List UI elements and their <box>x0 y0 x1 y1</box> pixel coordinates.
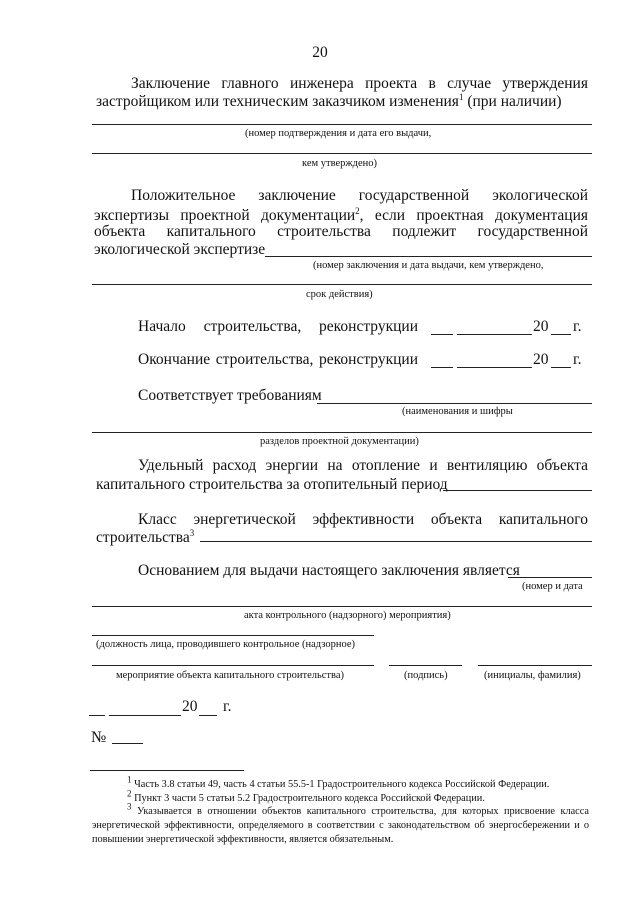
compliance-caption2: разделов проектной документации) <box>260 436 419 447</box>
number-label: № <box>91 729 107 746</box>
page-number: 20 <box>312 44 328 61</box>
section1-caption1: (номер подтверждения и дата его выдачи, <box>245 128 432 139</box>
start-year-suffix: г. <box>573 318 582 335</box>
section1-line2-tail: (при наличии) <box>463 93 562 110</box>
energy-class-value-line <box>200 541 592 542</box>
section2-line2a: экспертизы проектной документации <box>94 207 356 224</box>
end-year-suffix: г. <box>573 351 582 368</box>
section2-blank-line1 <box>265 256 592 257</box>
compliance-blank-line1 <box>317 403 592 404</box>
basis-label: Основанием для выдачи настоящего заключения является <box>138 562 520 579</box>
energy-line2: капитального строительства за отопительный период <box>96 476 448 493</box>
date-month-line <box>109 715 181 716</box>
signature-caption: (подпись) <box>404 670 448 681</box>
end-month-line <box>457 367 532 368</box>
footnote-3-text: Указывается в отношении объектов капитального строительства, для которых присвоение класса энергетической эффективности, определяемого в соответствии с законодательством об энергосбережении и о повышении энергетической эффективности, является обязательным. <box>92 806 589 845</box>
position-caption1: (должность лица, проводившего контрольное (надзорное) <box>96 639 355 650</box>
position-line2 <box>92 665 374 666</box>
footnote-ref-3: 3 <box>189 527 195 538</box>
compliance-caption1: (наименования и шифры <box>402 406 513 417</box>
section1-blank-line1 <box>92 124 592 125</box>
section2-blank-line2 <box>92 284 592 285</box>
end-day-line <box>431 367 453 368</box>
start-year-prefix: 20 <box>533 318 549 335</box>
start-year-line <box>551 334 571 335</box>
position-caption2: мероприятие объекта капитального строительства) <box>116 670 344 681</box>
section2-line1: Положительное заключение государственной экологической <box>131 187 588 204</box>
footnote-1-num: 1 <box>127 774 132 785</box>
footnote-1-text: Часть 3.8 статьи 49, часть 4 статьи 55.5-1 Градостроительного кодекса Российской Федерации. <box>134 779 550 790</box>
end-label: Окончание строительства, реконструкции <box>138 351 418 368</box>
footnote-2 <box>127 788 485 806</box>
position-line1 <box>92 635 374 636</box>
section1-line2-text: застройщиком или техническим заказчиком изменения <box>96 93 459 110</box>
number-line <box>112 743 143 744</box>
basis-blank-line1 <box>508 577 592 578</box>
section1-line1: Заключение главного инженера проекта в случае утверждения <box>131 75 588 92</box>
start-label: Начало строительства, реконструкции <box>138 318 418 335</box>
footnote-1 <box>127 774 550 792</box>
end-year-line <box>551 367 571 368</box>
energy-class-line2-text: строительства <box>96 529 190 546</box>
section1-line2 <box>96 92 562 112</box>
energy-class-line1: Класс энергетической эффективности объекта капитального <box>138 511 588 528</box>
compliance-blank-line2 <box>92 432 592 433</box>
date-year-line <box>199 715 217 716</box>
compliance-label: Соответствует требованиям <box>138 387 322 404</box>
end-year-prefix: 20 <box>533 351 549 368</box>
section2-caption2: срок действия) <box>306 289 373 300</box>
start-day-line <box>431 334 453 335</box>
footnote-2-text: Пункт 3 части 5 статьи 5.2 Градостроительного кодекса Российской Федерации. <box>134 793 485 804</box>
footnote-ref-2: 2 <box>355 205 360 216</box>
date-day-line <box>89 715 105 716</box>
energy-line1: Удельный расход энергии на отопление и вентиляцию объекта <box>138 457 588 474</box>
energy-value-line <box>443 490 592 491</box>
energy-class-line2 <box>96 528 194 548</box>
section1-blank-line2 <box>92 153 592 154</box>
footnote-separator <box>90 770 244 771</box>
section2-line2b: , если проектная документация <box>359 207 589 224</box>
name-line <box>478 665 592 666</box>
name-caption: (инициалы, фамилия) <box>484 670 581 681</box>
section2-line4: экологической экспертизе <box>94 241 266 258</box>
footnote-2-num: 2 <box>127 788 132 799</box>
signature-line <box>389 665 462 666</box>
basis-caption1: (номер и дата <box>522 581 583 592</box>
date-year-suffix: г. <box>223 698 232 715</box>
basis-blank-line2 <box>92 606 592 607</box>
footnote-3-num: 3 <box>127 801 132 812</box>
footnote-3 <box>92 801 589 847</box>
section2-caption1: (номер заключения и дата выдачи, кем утверждено, <box>313 260 544 271</box>
date-year-prefix: 20 <box>182 698 198 715</box>
start-month-line <box>457 334 532 335</box>
footnote-ref-1: 1 <box>458 91 464 102</box>
section2-line3: объекта капитального строительства подлежит государственной <box>94 223 588 240</box>
basis-caption2: акта контрольного (надзорного) мероприятия) <box>244 610 451 621</box>
section1-caption2: кем утверждено) <box>302 158 378 169</box>
